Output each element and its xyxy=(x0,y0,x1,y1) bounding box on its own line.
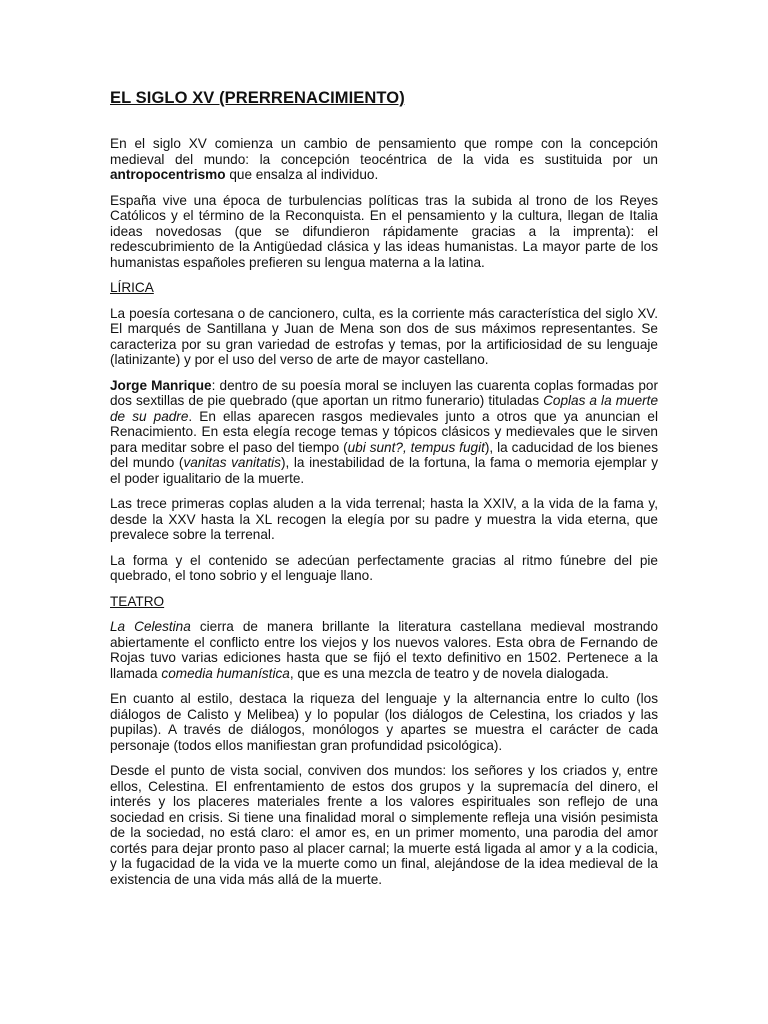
lirica-paragraph-1: La poesía cortesana o de cancionero, culta, es la corriente más característica del siglo XV. El marqués de Santillana y Juan de Mena son dos de sus máximos representantes. Se caracteriza por su gran variedad de estrofas y temas, por la artificiosidad de su lenguaje (latinizante) y por el uso del verso de arte de mayor castellano. xyxy=(110,305,658,367)
coplas-title: Coplas a la muerte de su padre xyxy=(110,393,658,424)
section-heading-teatro: TEATRO xyxy=(110,593,165,609)
teatro-paragraph-2: En cuanto al estilo, destaca la riqueza del lenguaje y la alternancia entre lo culto (los diálogos de Calisto y Melibea) y lo popular (los diálogos de Celestina, los criados y las pupilas). A través de diálogos, monólogos y apartes se muestra el carácter de cada personaje (todos ellos manifiestan gran profundidad psicológica). xyxy=(110,691,658,753)
intro-p1-text-a: En el siglo XV comienza un cambio de pensamiento que rompe con la concepción medieval del mundo: la concepción teocéntrica de la vida es sustituida por un xyxy=(110,136,658,167)
ubi-sunt-phrase: ubi sunt?, tempus fugit xyxy=(347,439,485,455)
comedia-humanistica-term: comedia humanística xyxy=(161,665,290,681)
antropocentrismo-term: antropocentrismo xyxy=(110,167,226,182)
document-body xyxy=(110,88,658,897)
la-celestina-title: La Celestina xyxy=(110,619,191,634)
lirica-p2-text-b: . En ellas aparecen rasgos medievales junto a otros que ya anuncian el Renacimiento. En esta elegía recoge temas y tópicos clásicos y medievales que le sirven para meditar sobre el paso del tiempo ( xyxy=(110,408,658,455)
document-title: EL SIGLO XV (PRERRENACIMIENTO) xyxy=(110,89,405,107)
teatro-p1-text-a: cierra de manera brillante la literatura castellana medieval mostrando abiertamente el conflicto entre los viejos y los nuevos valores. Esta obra de Fernando de Rojas tuvo varias ediciones hasta que se fijó el texto definitivo en 1502. Pertenece a la llamada xyxy=(110,619,658,681)
lirica-p2-text-a: : dentro de su poesía moral se incluyen las cuarenta coplas formadas por dos sextillas de pie quebrado (que aportan un ritmo funerario) tituladas xyxy=(110,377,659,408)
intro-p1-text-b: que ensalza al individuo. xyxy=(225,167,379,182)
jorge-manrique-name: Jorge Manrique xyxy=(110,377,212,393)
vanitas-phrase: vanitas vanitatis xyxy=(183,455,281,470)
teatro-paragraph-1 xyxy=(110,619,658,681)
section-heading-lirica: LÍRICA xyxy=(110,280,154,295)
teatro-paragraph-3: Desde el punto de vista social, conviven dos mundos: los señores y los criados y, entre ellos, Celestina. El enfrentamiento de estos dos grupos y la supremacía del dinero, el interés y los placeres materiales frente a los valores espirituales son reflejo de una sociedad en crisis. Si tiene una finalidad moral o simplemente refleja una visión pesimista de la sociedad, no está claro: el amor es, en un primer momento, una parodia del amor cortés para dejar pronto paso al placer carnal; la muerte está ligada al amor y a la codicia, y la fugacidad de la vida ve la muerte como un final, alejándose de la idea medieval de la existencia de una vida más allá de la muerte. xyxy=(110,763,658,887)
intro-paragraph-1 xyxy=(110,136,658,183)
intro-paragraph-2: España vive una época de turbulencias políticas tras la subida al trono de los Reyes Católicos y el término de la Reconquista. En el pensamiento y la cultura, llegan de Italia ideas novedosas (que se difundieron rápidamente gracias a la imprenta): el redescubrimiento de la Antigüedad clásica y las ideas humanistas. La mayor parte de los humanistas españoles prefieren su lengua materna a la latina. xyxy=(110,192,658,270)
lirica-paragraph-2 xyxy=(110,378,658,487)
lirica-paragraph-3: Las trece primeras coplas aluden a la vida terrenal; hasta la XXIV, a la vida de la fama y, desde la XXV hasta la XL recogen la elegía por su padre y muestra la vida eterna, que prevalece sobre la terrenal. xyxy=(110,496,658,542)
teatro-p1-text-b: , que es una mezcla de teatro y de novela dialogada. xyxy=(289,665,609,681)
lirica-paragraph-4: La forma y el contenido se adecúan perfectamente gracias al ritmo fúnebre del pie quebrado, el tono sobrio y el lenguaje llano. xyxy=(110,552,658,583)
lirica-p2-text-d: ), la inestabilidad de la fortuna, la fama o memoria ejemplar y el poder igualitario de la muerte. xyxy=(110,455,658,486)
lirica-p2-text-c: ), la caducidad de los bienes del mundo ( xyxy=(110,439,658,470)
